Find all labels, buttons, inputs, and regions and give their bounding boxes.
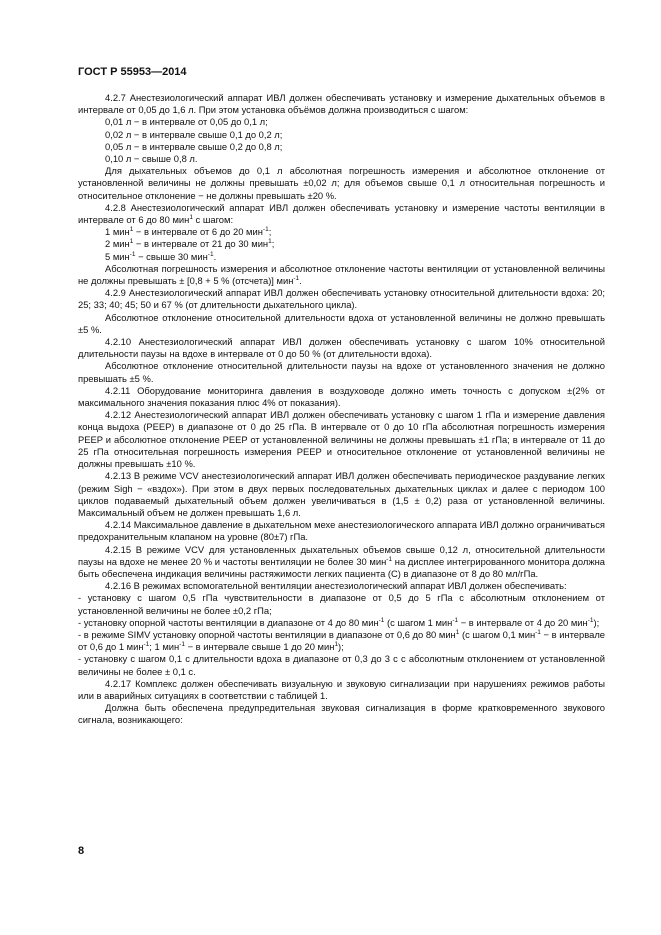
- text-run: 5 мин: [105, 250, 130, 262]
- paragraph: [78, 287, 605, 311]
- superscript: -1: [129, 250, 136, 258]
- paragraph: [78, 617, 605, 629]
- document-header: ГОСТ Р 55953—2014: [78, 66, 187, 78]
- text-run: с шагом:: [192, 214, 234, 226]
- paragraph: [78, 251, 605, 263]
- text-run: - в режиме SIMV установку опорной частоты вентиляции в диапазоне от 0,6 до 80 мин: [78, 628, 456, 640]
- text-run: − свыше 30 мин: [135, 250, 208, 262]
- superscript: -1: [207, 250, 214, 258]
- paragraph: [78, 702, 605, 726]
- text-run: − в интервале от 6 до 20 мин: [133, 226, 263, 238]
- document-body: [78, 92, 605, 727]
- text-run: Абсолютное отклонение относительной длительности вдоха от установленной величины не должно превышать ±5 %.: [78, 311, 605, 335]
- superscript: 1: [334, 641, 339, 649]
- text-run: 4.2.13 В режиме VCV анестезиологический аппарат ИВЛ должен обеспечивать периодическое раздувание легких (режим Sigh − «вздох»). При этом в двух первых последовательных дыхательных циклах и далее с периодом 100 циклов подаваемый дыхательный объем должен увеличиваться в (1,5 ± 0,2) раза от установленной величины. Максимальный объем не должен превышать 1,6 л.: [78, 470, 605, 518]
- superscript: 1: [268, 238, 272, 246]
- text-run: - установку опорной частоты вентиляции в диапазоне от 4 до 80 мин: [78, 616, 379, 628]
- superscript: -1: [386, 555, 393, 563]
- paragraph: [78, 226, 605, 238]
- superscript: -1: [262, 226, 269, 234]
- superscript: 1: [455, 628, 460, 636]
- text-run: (с шагом 0,1 мин: [459, 628, 536, 640]
- superscript: 1: [189, 213, 193, 221]
- paragraph: [78, 678, 605, 702]
- text-run: 4.2.16 В режимах вспомогательной вентиляции анестезиологический аппарат ИВЛ должен обеспечивать:: [105, 580, 567, 592]
- paragraph: [78, 141, 605, 153]
- text-run: );: [593, 616, 600, 628]
- text-run: 4.2.8 Анестезиологический аппарат ИВЛ должен обеспечивать установку и измерение частоты вентиляции в интервале от 6 до 80 мин: [78, 201, 605, 226]
- text-run: − в интервале от 0,6 до 1 мин: [78, 628, 606, 653]
- paragraph: [78, 336, 605, 360]
- text-run: Абсолютное отклонение относительной длительности паузы на вдохе от установленного значения не должно превышать ±5 %.: [78, 360, 605, 384]
- text-run: 1 мин: [105, 226, 130, 238]
- text-run: − в интервале от 21 до 30 мин: [133, 238, 269, 250]
- paragraph: [78, 92, 605, 116]
- text-run: 4.2.12 Анестезиологический аппарат ИВЛ должен обеспечивать установку с шагом 1 гПа и измерение давления конца выдоха (PEEP) в диапазоне от 0 до 25 гПа. В интервале от 0 до 10 гПа абсолютная погрешность измерения PEEP и абсолютное отклонение PEEP от установленной величины не должны превышать ±1 гПа; в интервале от 11 до 25 гПа относительная погрешность измерения PEEP и относительное отклонение от установленной величины не должны превышать ±10 %.: [78, 409, 605, 470]
- text-run: − в интервале от 4 до 20 мин: [458, 616, 588, 628]
- text-run: 0,01 л − в интервале от 0,05 до 0,1 л;: [105, 116, 268, 128]
- text-run: 0,02 л − в интервале свыше 0,1 до 0,2 л;: [105, 128, 283, 140]
- paragraph: [78, 544, 605, 581]
- superscript: -1: [452, 616, 459, 624]
- paragraph: [78, 385, 605, 409]
- text-run: Абсолютная погрешность измерения и абсолютное отклонение частоты вентиляции от установленной величины не должны превышать ± [0,8 + 5 % (отсчета)] мин: [78, 262, 605, 287]
- paragraph: [78, 312, 605, 336]
- text-run: - установку с шагом 0,1 с длительности вдоха в диапазоне от 0,3 до 3 с с абсолютным отклонением от установленной величины не более ± 0,1 с.: [78, 653, 605, 677]
- text-run: - установку с шагом 0,5 гПа чувствительности в диапазоне от 0,5 до 5 гПа с абсолютным отклонением от установленной величины не более ±0,2 гПа;: [78, 592, 605, 616]
- paragraph: [78, 629, 605, 653]
- text-run: на дисплее интегрированного монитора должна быть обеспечена индикация величины растяжимости легких пациента (С) в диапазоне от 8 до 80 мл/гПа.: [78, 555, 605, 579]
- superscript: -1: [378, 616, 385, 624]
- superscript: 1: [129, 238, 134, 246]
- text-run: 0,05 л − в интервале свыше 0,2 до 0,8 л;: [105, 140, 283, 152]
- paragraph: [78, 360, 605, 384]
- superscript: -1: [143, 641, 150, 649]
- text-run: 2 мин: [105, 238, 130, 250]
- text-run: 4.2.7 Анестезиологический аппарат ИВЛ должен обеспечивать установку и измерение дыхательных объемов в интервале от 0,05 до 1,6 л. При этом установка объёмов должна производиться с шагом:: [78, 92, 605, 116]
- superscript: -1: [535, 628, 541, 636]
- paragraph: [78, 653, 605, 677]
- page-number: 8: [78, 845, 85, 857]
- text-run: 4.2.17 Комплекс должен обеспечивать визуальную и звуковую сигнализации при нарушениях режимов работы или в аварийных ситуациях в соответствии с таблицей 1.: [78, 677, 605, 701]
- paragraph: [78, 470, 605, 519]
- text-run: (с шагом 1 мин: [384, 616, 453, 628]
- text-run: ; 1 мин: [149, 641, 180, 653]
- paragraph: [78, 580, 605, 592]
- paragraph: [78, 409, 605, 470]
- text-run: .: [213, 250, 217, 262]
- text-run: 0,10 л − свыше 0,8 л.: [105, 153, 198, 165]
- paragraph: [78, 238, 605, 250]
- paragraph: [78, 116, 605, 128]
- paragraph: [78, 153, 605, 165]
- paragraph: [78, 129, 605, 141]
- superscript: -1: [587, 616, 594, 624]
- text-run: 4.2.11 Оборудование мониторинга давления в воздуховоде должно иметь точность с допуском ±(2% от максимального значения показания плюс 4% от показания).: [78, 384, 605, 409]
- paragraph: [78, 165, 605, 202]
- text-run: 4.2.9 Анестезиологический аппарат ИВЛ должен обеспечивать установку относительной длительности вдоха: 20; 25; 33; 40; 45; 50 и 67 % (от длительности дыхательного цикла).: [78, 287, 605, 311]
- text-run: − в интервале свыше 1 до 20 мин: [184, 641, 335, 653]
- text-run: ;: [271, 238, 275, 250]
- text-run: Должна быть обеспечена предупредительная звуковая сигнализация в форме кратковременного звукового сигнала, возникающего:: [78, 702, 605, 726]
- text-run: );: [338, 641, 344, 653]
- superscript: -1: [293, 274, 300, 282]
- superscript: 1: [129, 226, 134, 234]
- paragraph: [78, 263, 605, 287]
- paragraph: [78, 202, 605, 226]
- text-run: Для дыхательных объемов до 0,1 л абсолютная погрешность измерения и абсолютное отклонение от установленной величины не должны превышать ±0,02 л; для объемов свыше 0,1 л относительная погрешность и относительное отклонение − не должны превышать ±20 %.: [78, 165, 605, 201]
- paragraph: [78, 592, 605, 616]
- text-run: 4.2.14 Максимальное давление в дыхательном мехе анестезиологического аппарата ИВЛ должно ограничиваться предохранительным клапаном на уровне (80±7) гПа.: [78, 519, 605, 543]
- text-run: ;: [268, 226, 272, 238]
- superscript: -1: [179, 641, 185, 649]
- text-run: 4.2.10 Анестезиологический аппарат ИВЛ должен обеспечивать установку с шагом 10% относительной длительности паузы на вдохе в интервале от 0 до 50 % (от длительности вдоха).: [78, 336, 605, 360]
- text-run: .: [299, 275, 302, 287]
- paragraph: [78, 519, 605, 543]
- text-run: 4.2.15 В режиме VCV для установленных дыхательных объемов свыше 0,12 л, относительной длительности паузы на вдохе не менее 20 % и частоты вентиляции не более 30 мин: [78, 543, 605, 567]
